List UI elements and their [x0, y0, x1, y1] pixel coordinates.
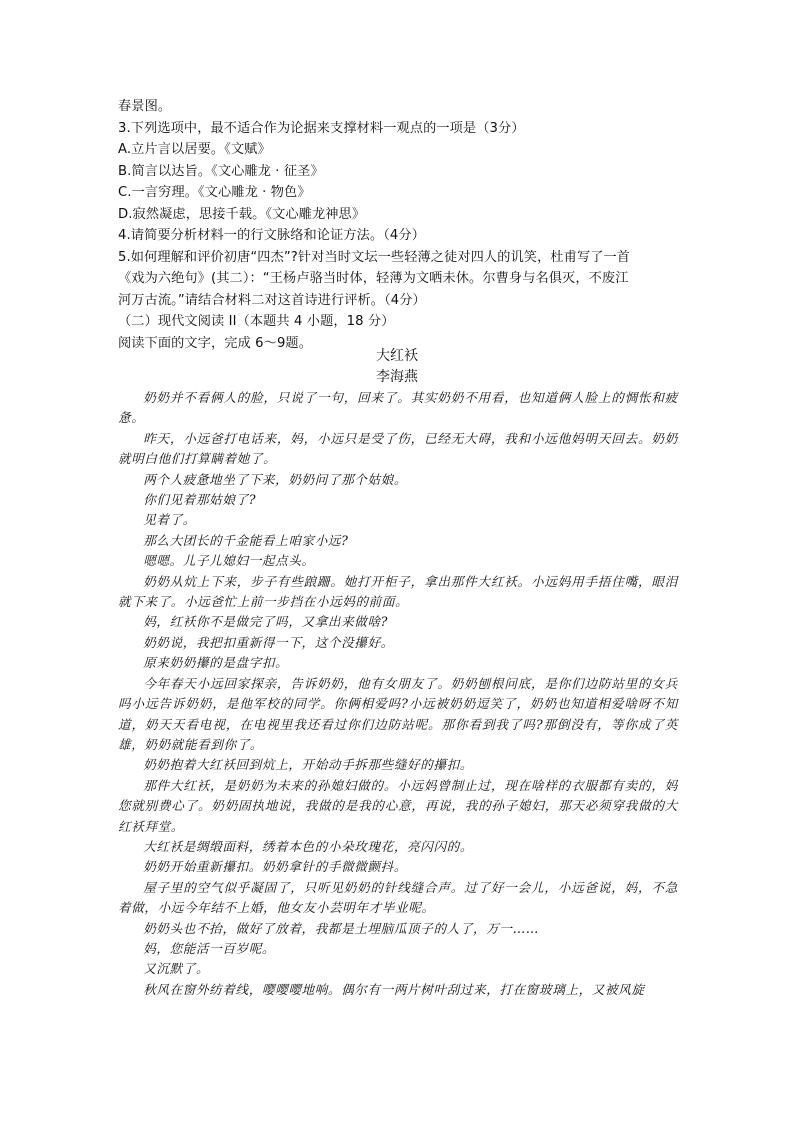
paragraph: 原来奶奶攥的是盘字扣。 — [143, 655, 289, 671]
paragraph: 两个人疲惫地坐了下来，奶奶问了那个姑娘。 — [143, 471, 408, 487]
question-5-line-3: 河万古流。”请结合材料二对这首诗进行评析。（4分） — [118, 292, 426, 308]
question-section — [118, 96, 678, 354]
paragraph: 那么大团长的千金能看上咱家小远? — [143, 532, 349, 548]
paragraph: 今年春天小远回家探亲，告诉奶奶，他有女朋友了。奶奶刨根问底，是你们边防站里的女兵吗小远告诉奶奶，是他军校的同学。你俩相爱吗?小远被奶奶逗笑了，奶奶也知道相爱啥呀不知道，奶天天看电视，在电视里我还看过你们边防站呢。那你看到我了吗?那倒没有，等你成了英雄，奶奶就能看到你了。 — [118, 675, 678, 752]
paragraph: 妈，红袄你不是做完了吗，又拿出来做啥? — [143, 614, 389, 630]
paragraph: 妈，您能活一百岁呢。 — [143, 940, 276, 956]
story-title: 大红袄 — [376, 348, 418, 364]
paragraph: 奶奶抱着大红袄回到炕上，开始动手拆那些缝好的攥扣。 — [143, 757, 474, 773]
paragraph: 你们见着那姑娘了? — [143, 492, 257, 508]
question-3-stem: 3.下列选项中，最不适合作为论据来支撑材料一观点的一项是（3分） — [118, 120, 525, 136]
option-b: B.简言以达旨。《文心雕龙 · 征圣》 — [118, 163, 324, 179]
paragraph: 见着了。 — [143, 512, 196, 528]
paragraph: 又沉默了。 — [143, 961, 210, 977]
paragraph: 奶奶说，我把扣重新得一下，这个没攥好。 — [143, 634, 394, 650]
paragraph: 奶奶开始重新攥扣。奶奶拿针的手微微颤抖。 — [143, 859, 408, 875]
story-author: 李海燕 — [376, 369, 418, 385]
paragraph: 秋风在窗外纺着线，嘤嘤嘤地响。偶尔有一两片树叶刮过来，打在窗玻璃上，又被风旋 — [143, 981, 645, 997]
text-line: 春景图。 — [118, 99, 172, 114]
paragraph: 奶奶从炕上下来，步子有些踉跚。她打开柜子，拿出那件大红袄。小远妈用手捂住嘴，眼泪就下来了。小远爸忙上前一步挡在小远妈的前面。 — [118, 573, 678, 610]
question-5-line-2: 《戏为六绝句》(其二）：“王杨卢骆当时体，轻薄为文哂未休。尔曹身与名俱灭，不废江 — [118, 271, 629, 286]
story-body — [118, 388, 678, 1000]
story-header — [118, 346, 676, 388]
question-4: 4.请简要分析材料一的行文脉络和论证方法。（4分） — [118, 228, 425, 243]
paragraph: 奶奶并不看俩人的脸，只说了一句，回来了。其实奶奶不用看，也知道俩人脸上的惆怅和疲惫。 — [118, 390, 678, 426]
option-a: A.立片言以居要。《文赋》 — [118, 142, 271, 157]
option-d: D.寂然凝虑，思接千载。《文心雕龙神思》 — [118, 206, 366, 222]
paragraph: 屋子里的空气似乎凝固了，只听见奶奶的针线缝合声。过了好一会儿，小远爸说，妈，不急着做，小远今年结不上婚，他女友小芸明年才毕业呢。 — [118, 879, 678, 916]
paragraph: 嗯嗯。儿子儿媳妇一起点头。 — [143, 553, 315, 569]
paragraph: 奶奶头也不抬，做好了放着，我都是土埋脑瓜顶子的人了，万一…… — [143, 920, 539, 936]
reading-instruction: 阅读下面的文字，完成 6～9题。 — [118, 335, 313, 351]
paragraph: 大红袄是绸缎面料，绣着本色的小朵玫瑰花，亮闪闪的。 — [143, 838, 474, 854]
section-heading: （二）现代文阅读 II（本题共 4 小题，18 分） — [118, 314, 395, 329]
option-c: C.一言穷理。《文心雕龙 · 物色》 — [118, 185, 311, 200]
question-5-line-1: 5.如何理解和评价初唐“四杰”?针对当时文坛一些轻薄之徒对四人的讥笑，杜甫写了一首 — [118, 249, 631, 265]
paragraph: 昨天，小远爸打电话来，妈，小远只是受了伤，已经无大碍，我和小远他妈明天回去。奶奶就明白他们打算瞒着她了。 — [118, 430, 678, 467]
paragraph: 那件大红袄，是奶奶为未来的孙媳妇做的。小远妈曾制止过，现在啥样的衣服都有卖的，妈您就别费心了。奶奶固执地说，我做的是我的心意，再说，我的孙子媳妇，那天必须穿我做的大红袄拜堂。 — [118, 777, 678, 834]
